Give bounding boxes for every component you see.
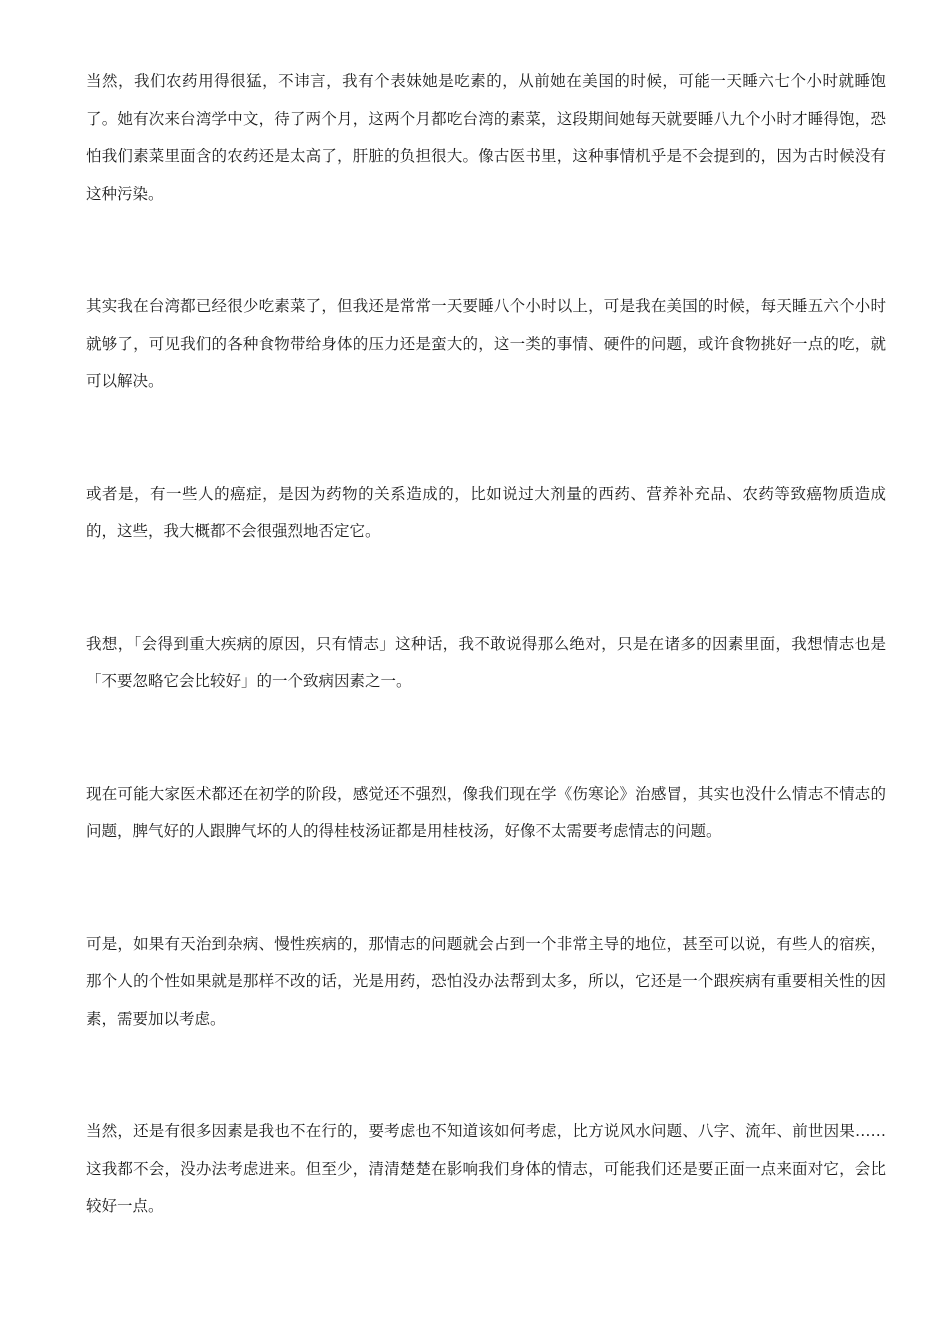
document-body bbox=[86, 63, 886, 1226]
paragraph-emotion-cause: 我想，「会得到重大疾病的原因，只有情志」这种话，我不敢说得那么绝对，只是在诸多的因素里面，我想情志也是「不要忽略它会比较好」的一个致病因素之一。 bbox=[86, 634, 886, 690]
paragraph-pesticide-cousin: 当然，我们农药用得很猛，不讳言，我有个表妹她是吃素的，从前她在美国的时候，可能一天睡六七个小时就睡饱了。她有次来台湾学中文，待了两个月，这两个月都吃台湾的素菜，这段期间她每天就要睡八九个小时才睡得饱，恐怕我们素菜里面含的农药还是太高了，肝脏的负担很大。像古医书里，这种事情机乎是不会提到的，因为古时候没有这种污染。 bbox=[86, 72, 886, 203]
paragraph-shanghan-cold: 现在可能大家医术都还在初学的阶段，感觉还不强烈，像我们现在学《伤寒论》治感冒，其实也没什么情志不情志的问题，脾气好的人跟脾气坏的人的得桂枝汤证都是用桂枝汤，好像不太需要考虑情志的问题。 bbox=[86, 784, 886, 840]
paragraph-chronic-disease: 可是，如果有天治到杂病、慢性疾病的，那情志的问题就会占到一个非常主导的地位，甚至可以说，有些人的宿疾，那个人的个性如果就是那样不改的话，光是用药，恐怕没办法帮到太多，所以，它还是一个跟疾病有重要相关性的因素，需要加以考虑。 bbox=[86, 934, 886, 1028]
paragraph-sleep-taiwan-us: 其实我在台湾都已经很少吃素菜了，但我还是常常一天要睡八个小时以上，可是我在美国的时候，每天睡五六个小时就够了，可见我们的各种食物带给身体的压力还是蛮大的，这一类的事情、硬件的问题，或许食物挑好一点的吃，就可以解决。 bbox=[86, 297, 886, 390]
paragraph-cancer-drugs: 或者是，有一些人的癌症，是因为药物的关系造成的，比如说过大剂量的西药、营养补充品、农药等致癌物质造成的，这些，我大概都不会很强烈地否定它。 bbox=[86, 484, 886, 540]
paragraph-other-factors: 当然，还是有很多因素是我也不在行的，要考虑也不知道该如何考虑，比方说风水问题、八字、流年、前世因果……这我都不会，没办法考虑进来。但至少，清清楚楚在影响我们身体的情志，可能我们还是要正面一点来面对它，会比较好一点。 bbox=[86, 1122, 886, 1215]
